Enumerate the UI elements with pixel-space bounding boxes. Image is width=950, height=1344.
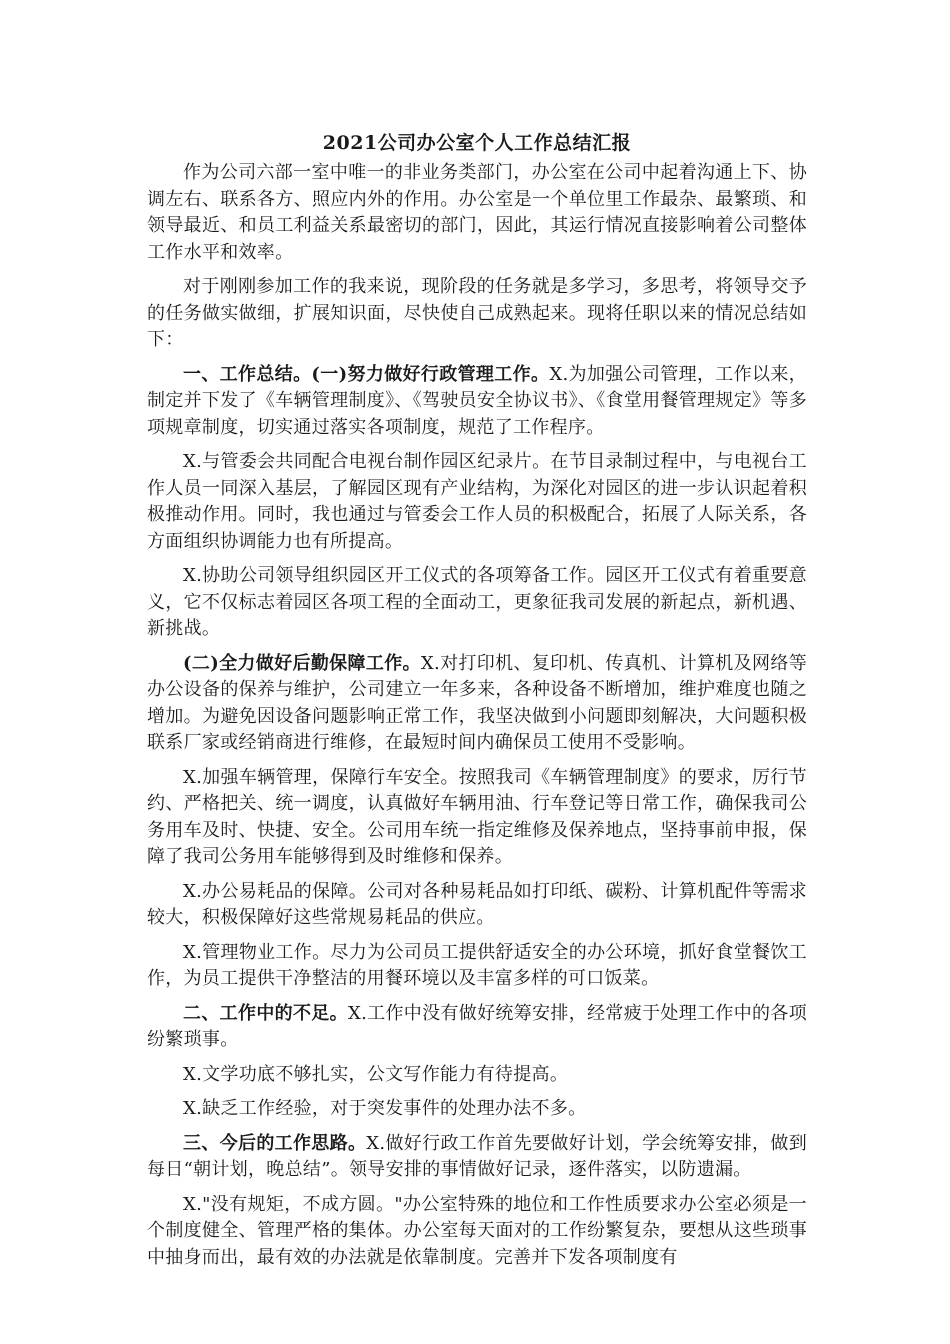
document-title: 2021公司办公室个人工作总结汇报 xyxy=(322,132,632,154)
paragraph-text: X.工作中没有做好统筹安排，经常疲于处理工作中的各项纷繁琐事。 xyxy=(147,1002,807,1050)
paragraph-text: X.办公易耗品的保障。公司对各种易耗品如打印纸、碳粉、计算机配件等需求较大，积极保障好这些常规易耗品的供应。 xyxy=(147,880,807,928)
paragraph-text: X.协助公司领导组织园区开工仪式的各项筹备工作。园区开工仪式有着重要意义，它不仅标志着园区各项工程的全面动工，更象征我司发展的新起点，新机遇、新挑战。 xyxy=(147,565,807,639)
paragraph-9 xyxy=(147,940,807,993)
document-body xyxy=(147,128,807,1279)
paragraph-text: X.对打印机、复印机、传真机、计算机及网络等办公设备的保养与维护，公司建立一年多来，各种设备不断增加，维护难度也随之增加。为避免因设备问题影响正常工作，我坚决做到小问题即刻解决，大问题积极联系厂家或经销商进行维修，在最短时间内确保员工使用不受影响。 xyxy=(147,652,807,753)
paragraph-7 xyxy=(147,765,807,871)
paragraph-text: 对于刚刚参加工作的我来说，现阶段的任务就是多学习，多思考，将领导交予的任务做实做细，扩展知识面，尽快使自己成熟起来。现将任职以来的情况总结如下： xyxy=(147,276,807,350)
paragraph-text: X.为加强公司管理，工作以来，制定并下发了《车辆管理制度》、《驾驶员安全协议书》、《食堂用餐管理规定》等多项规章制度，切实通过落实各项制度，规范了工作程序。 xyxy=(147,363,807,438)
section-heading-future-plans: 三、今后的工作思路。 xyxy=(183,1132,367,1154)
paragraph-1 xyxy=(147,160,807,266)
section-heading-logistics: (二)全力做好后勤保障工作。 xyxy=(183,652,421,674)
paragraph-text: X.做好行政工作首先要做好计划，学会统筹安排，做到每日“朝计划，晚总结”。领导安排的事情做好记录，逐件落实，以防遗漏。 xyxy=(147,1132,807,1180)
paragraph-5 xyxy=(147,563,807,643)
paragraph-14 xyxy=(147,1192,807,1272)
paragraph-3 xyxy=(147,362,807,442)
paragraph-text: X.与管委会共同配合电视台制作园区纪录片。在节目录制过程中，与电视台工作人员一同深入基层，了解园区现有产业结构，为深化对园区的进一步认识起着积极推动作用。同时，我也通过与管委会工作人员的积极配合，拓展了人际关系，各方面组织协调能力也有所提高。 xyxy=(147,451,807,552)
paragraph-text: X.缺乏工作经验，对于突发事件的处理办法不多。 xyxy=(183,1098,587,1119)
paragraph-4 xyxy=(147,449,807,555)
paragraph-text: X.加强车辆管理，保障行车安全。按照我司《车辆管理制度》的要求，厉行节约、严格把关、统一调度，认真做好车辆用油、行车登记等日常工作，确保我司公务用车及时、快捷、安全。公司用车统一指定维修及保养地点，坚持事前申报，保障了我司公务用车能够得到及时维修和保养。 xyxy=(147,766,807,867)
paragraph-text: X."没有规矩，不成方圆。"办公室特殊的地位和工作性质要求办公室必须是一个制度健全、管理严格的集体。办公室每天面对的工作纷繁复杂，要想从这些琐事中抽身而出，最有效的办法就是依靠制度。完善并下发各项制度有 xyxy=(147,1193,807,1268)
paragraph-text: X.文学功底不够扎实，公文写作能力有待提高。 xyxy=(183,1063,569,1085)
paragraph-8 xyxy=(147,879,807,932)
paragraph-12 xyxy=(147,1096,807,1123)
paragraph-11 xyxy=(147,1062,807,1089)
paragraph-text: X.管理物业工作。尽力为公司员工提供舒适安全的办公环境，抓好食堂餐饮工作，为员工提供干净整洁的用餐环境以及丰富多样的可口饭菜。 xyxy=(147,941,807,989)
paragraph-text: 作为公司六部一室中唯一的非业务类部门，办公室在公司中起着沟通上下、协调左右、联系各方、照应内外的作用。办公室是一个单位里工作最杂、最繁琐、和领导最近、和员工利益关系最密切的部门，因此，其运行情况直接影响着公司整体工作水平和效率。 xyxy=(147,162,807,263)
section-heading-shortcomings: 二、工作中的不足。 xyxy=(183,1002,348,1024)
paragraph-10 xyxy=(147,1001,807,1054)
paragraph-6 xyxy=(147,651,807,757)
paragraph-2 xyxy=(147,274,807,354)
section-heading-work-summary: 一、工作总结。(一)努力做好行政管理工作。 xyxy=(183,363,550,385)
paragraph-13 xyxy=(147,1131,807,1184)
